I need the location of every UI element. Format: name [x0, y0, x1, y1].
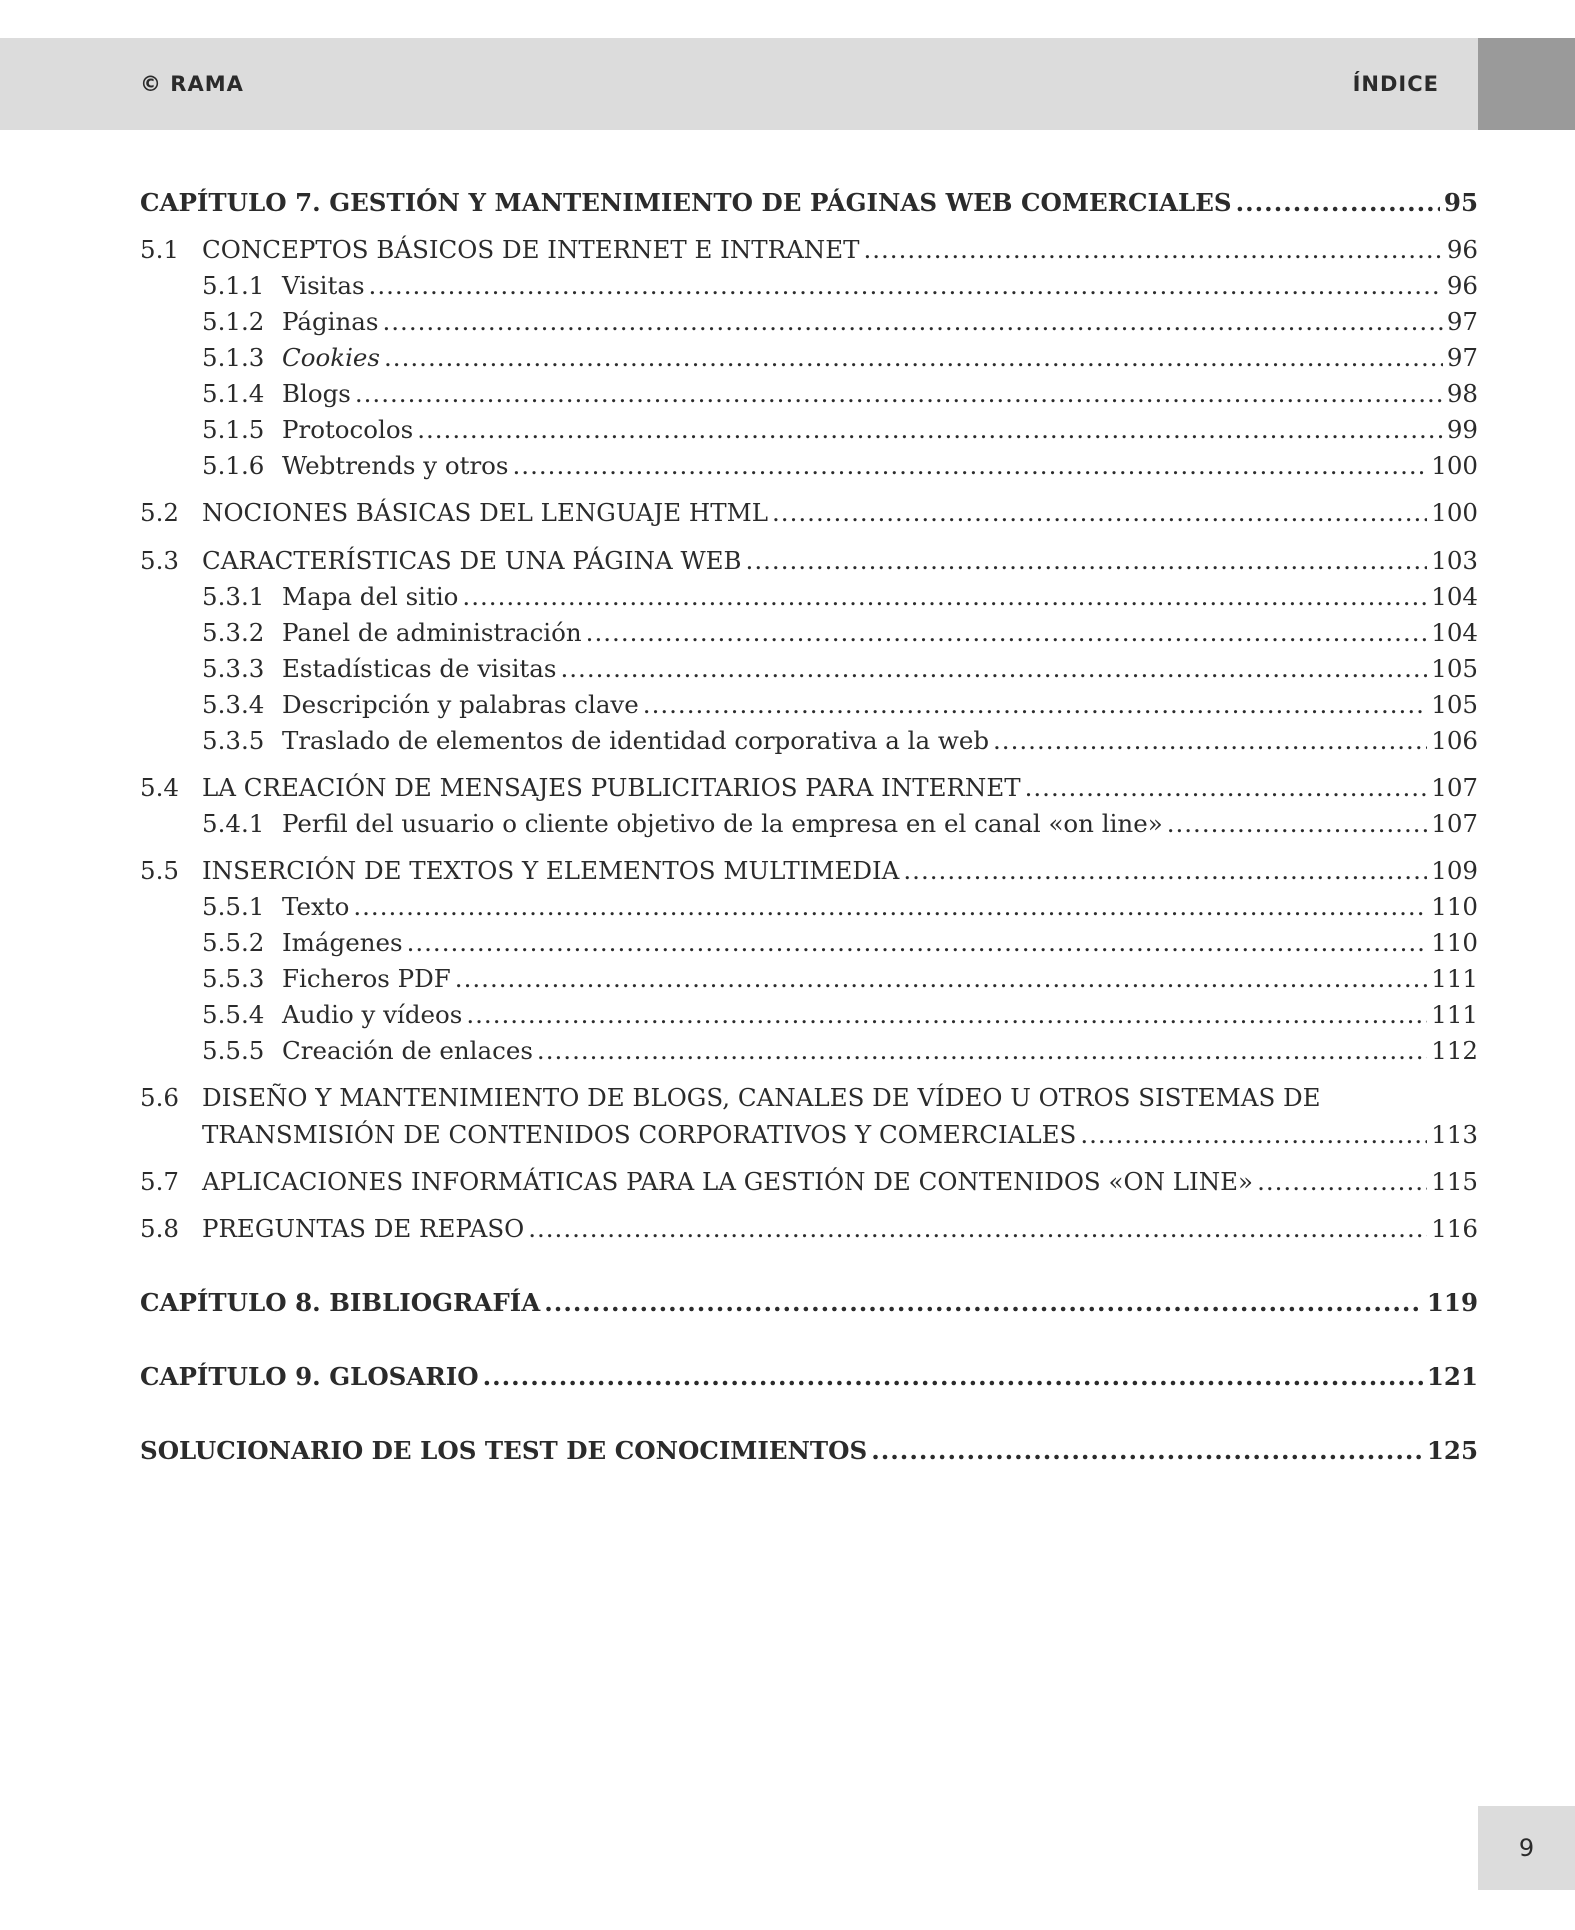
toc-entry-page: 97 — [1446, 343, 1478, 372]
toc-section-5-4[interactable] — [140, 773, 1478, 803]
toc-entry-title: Creación de enlaces — [282, 1036, 533, 1065]
toc-entry-title: Ficheros PDF — [282, 964, 451, 993]
toc-entry-page: 125 — [1426, 1436, 1478, 1465]
toc-entry-title: Imágenes — [282, 928, 403, 957]
toc-subsection-5-1-3[interactable] — [140, 343, 1478, 373]
toc-entry-title: Texto — [282, 892, 350, 921]
toc-leader-dots — [353, 892, 1427, 922]
toc-entry-title: Panel de administración — [282, 618, 582, 647]
toc-subsection-5-5-2[interactable] — [140, 928, 1478, 958]
toc-entry-page: 105 — [1431, 690, 1478, 719]
toc-entry-title: LA CREACIÓN DE MENSAJES PUBLICITARIOS PARA INTERNET — [202, 773, 1021, 802]
toc-entry-number: 5.1 — [140, 235, 179, 264]
toc-leader-dots — [528, 1214, 1427, 1244]
toc-entry-title-line-1: DISEÑO Y MANTENIMIENTO DE BLOGS, CANALES DE VÍDEO U OTROS SISTEMAS DE — [202, 1083, 1321, 1112]
toc-entry-title: Estadísticas de visitas — [282, 654, 557, 683]
toc-entry-page: 115 — [1431, 1167, 1478, 1196]
toc-leader-dots — [462, 582, 1427, 612]
toc-entry-page: 96 — [1446, 235, 1478, 264]
toc-entry-title: APLICACIONES INFORMÁTICAS PARA LA GESTIÓN DE CONTENIDOS «ON LINE» — [202, 1167, 1254, 1196]
toc-chapter-8[interactable] — [140, 1288, 1478, 1318]
toc-section-5-2[interactable] — [140, 498, 1478, 528]
toc-entry-title: Webtrends y otros — [282, 451, 509, 480]
toc-entry-title: Páginas — [282, 307, 379, 336]
toc-entry-title: Perfil del usuario o cliente objetivo de la empresa en el canal «on line» — [282, 809, 1163, 838]
toc-entry-title: CONCEPTOS BÁSICOS DE INTERNET E INTRANET — [202, 235, 860, 264]
toc-subsection-5-1-4[interactable] — [140, 379, 1478, 409]
toc-subsection-5-3-2[interactable] — [140, 618, 1478, 648]
toc-leader-dots — [1167, 809, 1428, 839]
toc-entry-page: 105 — [1431, 654, 1478, 683]
toc-leader-dots — [772, 498, 1427, 528]
toc-entry-number: 5.5 — [140, 856, 179, 885]
toc-leader-dots — [903, 856, 1427, 886]
toc-entry-page: 113 — [1431, 1120, 1478, 1149]
toc-entry-number: 5.7 — [140, 1167, 179, 1196]
toc-entry-number: 5.1.6 — [202, 451, 265, 480]
toc-section-5-6-line-2[interactable] — [140, 1120, 1478, 1150]
toc-leader-dots — [746, 546, 1428, 576]
toc-chapter-7[interactable] — [140, 188, 1478, 218]
toc-leader-dots — [871, 1436, 1423, 1466]
toc-entry-title: Cookies — [282, 343, 380, 372]
header-publisher: © RAMA — [140, 72, 244, 96]
toc-leader-dots — [384, 343, 1443, 373]
toc-leader-dots — [513, 451, 1428, 481]
toc-entry-number: 5.5.5 — [202, 1036, 265, 1065]
toc-section-5-7[interactable] — [140, 1167, 1478, 1197]
toc-entry-page: 104 — [1431, 618, 1478, 647]
toc-entry-number: 5.5.2 — [202, 928, 265, 957]
toc-entry-page: 109 — [1431, 856, 1478, 885]
toc-entry-title: PREGUNTAS DE REPASO — [202, 1214, 525, 1243]
toc-entry-page: 97 — [1446, 307, 1478, 336]
toc-entry-page: 116 — [1431, 1214, 1478, 1243]
toc-section-5-1[interactable] — [140, 235, 1478, 265]
toc-leader-dots — [560, 654, 1427, 684]
toc-entry-page: 95 — [1443, 188, 1478, 217]
toc-entry-number: 5.1.1 — [202, 271, 265, 300]
toc-entry-number: 5.4 — [140, 773, 179, 802]
toc-entry-number: 5.1.2 — [202, 307, 265, 336]
toc-leader-dots — [863, 235, 1442, 265]
toc-entry-title: SOLUCIONARIO DE LOS TEST DE CONOCIMIENTOS — [140, 1436, 868, 1465]
toc-subsection-5-1-6[interactable] — [140, 451, 1478, 481]
toc-leader-dots — [466, 1000, 1427, 1030]
toc-leader-dots — [1025, 773, 1428, 803]
toc-entry-page: 107 — [1431, 773, 1478, 802]
toc-entry-title: NOCIONES BÁSICAS DEL LENGUAJE HTML — [202, 498, 768, 527]
toc-subsection-5-5-4[interactable] — [140, 1000, 1478, 1030]
toc-subsection-5-3-5[interactable] — [140, 726, 1478, 756]
header-tab — [1478, 38, 1575, 130]
toc-entry-page: 119 — [1426, 1288, 1478, 1317]
toc-entry-number: 5.5.3 — [202, 964, 265, 993]
toc-leader-dots — [1236, 188, 1440, 218]
toc-entry-page: 110 — [1431, 892, 1478, 921]
toc-entry-number: 5.3.2 — [202, 618, 265, 647]
toc-leader-dots — [544, 1288, 1423, 1318]
toc-subsection-5-5-1[interactable] — [140, 892, 1478, 922]
toc-leader-dots — [643, 690, 1427, 720]
toc-leader-dots — [537, 1036, 1427, 1066]
toc-leader-dots — [407, 928, 1428, 958]
toc-subsection-5-3-4[interactable] — [140, 690, 1478, 720]
toc-subsection-5-3-1[interactable] — [140, 582, 1478, 612]
toc-section-5-5[interactable] — [140, 856, 1478, 886]
page-number: 9 — [1518, 1834, 1535, 1862]
toc-entry-page: 99 — [1446, 415, 1478, 444]
toc-subsection-5-4-1[interactable] — [140, 809, 1478, 839]
toc-section-5-3[interactable] — [140, 546, 1478, 576]
toc-entry-number: 5.1.4 — [202, 379, 265, 408]
toc-section-5-6[interactable] — [140, 1083, 1478, 1113]
toc-subsection-5-3-3[interactable] — [140, 654, 1478, 684]
toc-entry-number: 5.8 — [140, 1214, 179, 1243]
toc-entry-title: CAPÍTULO 7. GESTIÓN Y MANTENIMIENTO DE PÁGINAS WEB COMERCIALES — [140, 188, 1232, 217]
toc-leader-dots — [1257, 1167, 1427, 1197]
toc-entry-page: 112 — [1431, 1036, 1478, 1065]
toc-leader-dots — [1080, 1120, 1427, 1150]
toc-subsection-5-1-5[interactable] — [140, 415, 1478, 445]
toc-entry-title: Descripción y palabras clave — [282, 690, 639, 719]
toc-entry-title: Visitas — [282, 271, 365, 300]
toc-entry-title-line-2: TRANSMISIÓN DE CONTENIDOS CORPORATIVOS Y COMERCIALES — [202, 1120, 1077, 1149]
toc-entry-title: CAPÍTULO 8. BIBLIOGRAFÍA — [140, 1288, 541, 1317]
toc-leader-dots — [417, 415, 1443, 445]
toc-entry-page: 96 — [1446, 271, 1478, 300]
toc-entry-number: 5.5.1 — [202, 892, 265, 921]
toc-entry-title: Audio y vídeos — [282, 1000, 463, 1029]
toc-leader-dots — [382, 307, 1442, 337]
toc-entry-page: 111 — [1431, 1000, 1478, 1029]
toc-entry-page: 107 — [1431, 809, 1478, 838]
toc-subsection-5-1-1[interactable] — [140, 271, 1478, 301]
toc-entry-number: 5.3.5 — [202, 726, 265, 755]
toc-entry-title: INSERCIÓN DE TEXTOS Y ELEMENTOS MULTIMEDIA — [202, 856, 900, 885]
toc-entry-number: 5.3.3 — [202, 654, 265, 683]
toc-entry-number: 5.1.5 — [202, 415, 265, 444]
toc-entry-title: CAPÍTULO 9. GLOSARIO — [140, 1362, 479, 1391]
toc-entry-title: Blogs — [282, 379, 351, 408]
toc-leader-dots — [483, 1362, 1423, 1392]
toc-entry-page: 111 — [1431, 964, 1478, 993]
toc-solutions[interactable] — [140, 1436, 1478, 1466]
toc-entry-number: 5.6 — [140, 1083, 179, 1112]
toc-entry-page: 98 — [1446, 379, 1478, 408]
toc-entry-number: 5.3.4 — [202, 690, 265, 719]
toc-subsection-5-1-2[interactable] — [140, 307, 1478, 337]
toc-leader-dots — [586, 618, 1428, 648]
toc-section-5-8[interactable] — [140, 1214, 1478, 1244]
toc-entry-number: 5.4.1 — [202, 809, 265, 838]
toc-entry-number: 5.3 — [140, 546, 179, 575]
toc-entry-page: 100 — [1431, 498, 1478, 527]
toc-entry-page: 110 — [1431, 928, 1478, 957]
toc-entry-page: 106 — [1431, 726, 1478, 755]
toc-entry-page: 104 — [1431, 582, 1478, 611]
toc-entry-title: Protocolos — [282, 415, 414, 444]
toc-entry-page: 103 — [1431, 546, 1478, 575]
toc-leader-dots — [355, 379, 1443, 409]
toc-leader-dots — [993, 726, 1427, 756]
toc-entry-page: 100 — [1431, 451, 1478, 480]
toc-entry-number: 5.1.3 — [202, 343, 265, 372]
toc-entry-number: 5.3.1 — [202, 582, 265, 611]
toc-entry-number: 5.5.4 — [202, 1000, 265, 1029]
toc-leader-dots — [455, 964, 1427, 994]
toc-subsection-5-5-5[interactable] — [140, 1036, 1478, 1066]
toc-leader-dots — [369, 271, 1443, 301]
toc-subsection-5-5-3[interactable] — [140, 964, 1478, 994]
toc-chapter-9[interactable] — [140, 1362, 1478, 1392]
toc-entry-title: CARACTERÍSTICAS DE UNA PÁGINA WEB — [202, 546, 742, 575]
toc-entry-title: Traslado de elementos de identidad corporativa a la web — [282, 726, 990, 755]
toc-entry-number: 5.2 — [140, 498, 179, 527]
toc-entry-page: 121 — [1426, 1362, 1478, 1391]
toc-entry-title: Mapa del sitio — [282, 582, 459, 611]
header-section-title: ÍNDICE — [1352, 72, 1439, 96]
